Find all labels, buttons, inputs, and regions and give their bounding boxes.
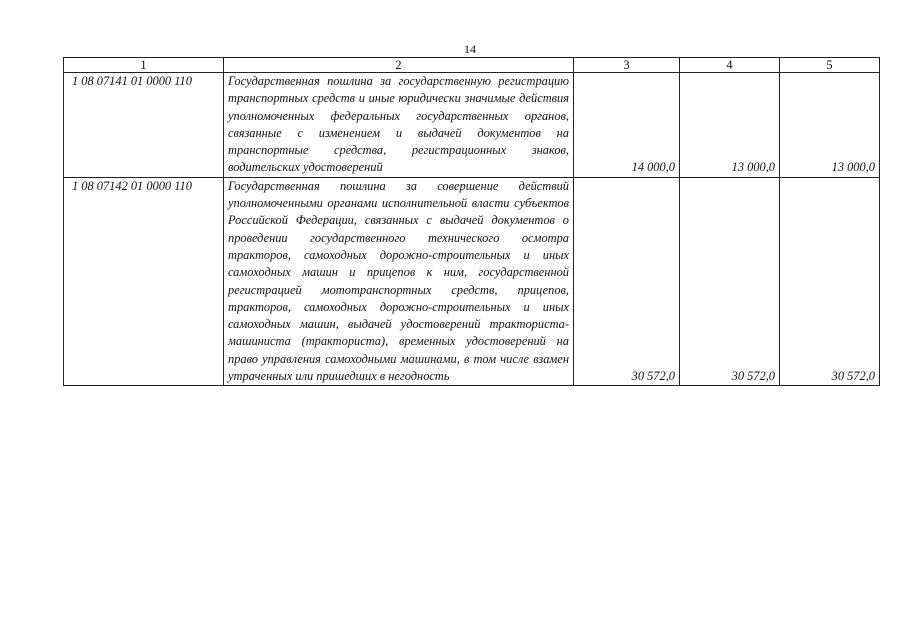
revenue-table (63, 57, 880, 386)
column-header-2: 2 (224, 58, 574, 73)
value-col-3: 30 572,0 (574, 177, 680, 386)
budget-code: 1 08 07142 01 0000 110 (64, 177, 224, 386)
value-col-3: 14 000,0 (574, 73, 680, 178)
value-col-4: 13 000,0 (680, 73, 780, 178)
column-header-5: 5 (780, 58, 880, 73)
table-row (64, 73, 880, 178)
value-col-5: 13 000,0 (780, 73, 880, 178)
row-description: Государственная пошлина за совершение действий уполномоченными органами исполнительной власти субъектов Российской Федерации, связанных с выдачей документов о проведении государственного технического осмотра тракторов, самоходных дорожно-строительных и иных самоходных машин и прицепов к ним, государственной регистрацией мототранспортных средств, прицепов, тракторов, самоходных дорожно-строительных и иных самоходных машин, выдачей удостоверений тракториста-машиниста (тракториста), временных удостоверений на право управления самоходными машинами, в том числе взамен утраченных или пришедших в негодность (224, 177, 574, 386)
value-col-5: 30 572,0 (780, 177, 880, 386)
column-header-4: 4 (680, 58, 780, 73)
table-row (64, 177, 880, 386)
budget-code: 1 08 07141 01 0000 110 (64, 73, 224, 178)
page-number: 14 (464, 42, 476, 56)
column-header-1: 1 (64, 58, 224, 73)
row-description: Государственная пошлина за государственную регистрацию транспортных средств и иные юридически значимые действия уполномоченных федеральных государственных органов, связанные с изменением и выдачей документов на транспортные средства, регистрационных знаков, водительских удостоверений (224, 73, 574, 178)
header-row (64, 58, 880, 73)
value-col-4: 30 572,0 (680, 177, 780, 386)
column-header-3: 3 (574, 58, 680, 73)
